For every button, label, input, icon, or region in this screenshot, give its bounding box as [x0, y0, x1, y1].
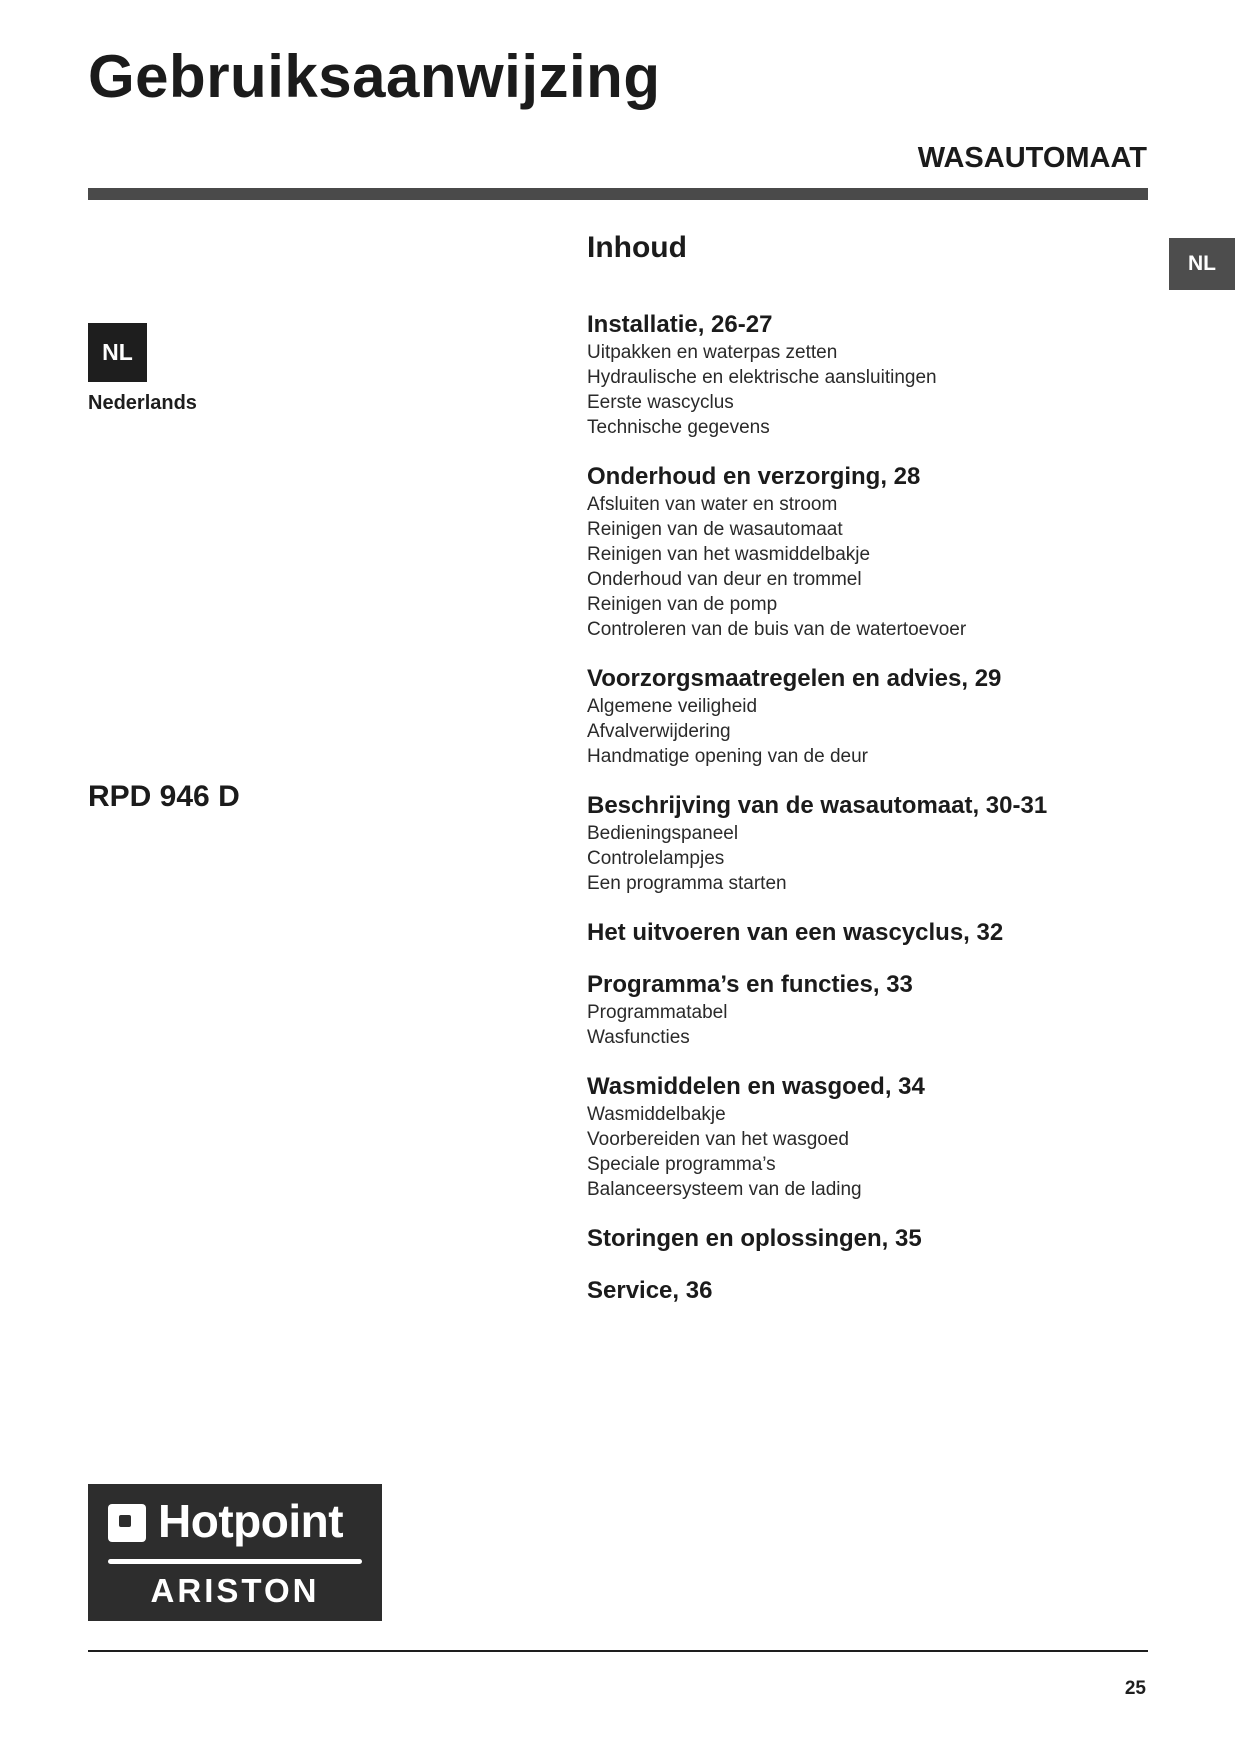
- toc-item: Onderhoud van deur en trommel: [587, 569, 862, 590]
- toc-item: Handmatige opening van de deur: [587, 746, 868, 767]
- toc-item: Bedieningspaneel: [587, 823, 739, 844]
- toc-item: Afvalverwijdering: [587, 721, 731, 742]
- toc-section-title: Installatie, 26-27: [587, 311, 773, 338]
- toc-section: [587, 310, 1147, 440]
- language-badge: NL: [88, 323, 147, 382]
- toc-heading: Inhoud: [587, 231, 687, 264]
- toc-section: [587, 791, 1147, 896]
- header-divider: [88, 188, 1148, 200]
- toc-section-title: Voorzorgsmaatregelen en advies, 29: [587, 665, 1002, 692]
- toc-item-list: [587, 492, 1147, 642]
- toc-item: Wasfuncties: [587, 1027, 690, 1048]
- logo-mark-icon: [108, 1504, 146, 1542]
- toc-item-list: [587, 821, 1147, 896]
- footer-divider: [88, 1650, 1148, 1652]
- toc-item: Voorbereiden van het wasgoed: [587, 1129, 849, 1150]
- toc-section-title: Storingen en oplossingen, 35: [587, 1225, 922, 1252]
- toc-item: Reinigen van de pomp: [587, 594, 778, 615]
- toc-item: Wasmiddelbakje: [587, 1104, 726, 1125]
- language-name: Nederlands: [88, 392, 197, 414]
- toc-section-title: Het uitvoeren van een wascyclus, 32: [587, 919, 1004, 946]
- toc-item: Uitpakken en waterpas zetten: [587, 342, 838, 363]
- toc-item: Controleren van de buis van de watertoevoer: [587, 619, 967, 640]
- toc-item: Reinigen van de wasautomaat: [587, 519, 843, 540]
- toc-item: Eerste wascyclus: [587, 392, 734, 413]
- page-number: 25: [1124, 1678, 1146, 1699]
- toc-section: [587, 1224, 1147, 1254]
- toc-item-list: [587, 694, 1147, 769]
- toc-section-title: Programma’s en functies, 33: [587, 971, 913, 998]
- toc-item: Een programma starten: [587, 873, 787, 894]
- table-of-contents: [587, 310, 1147, 1328]
- toc-section-title: Wasmiddelen en wasgoed, 34: [587, 1073, 925, 1100]
- logo-divider: [108, 1559, 362, 1564]
- language-side-tab: NL: [1169, 238, 1235, 290]
- toc-item-list: [587, 1102, 1147, 1202]
- toc-item: Speciale programma’s: [587, 1154, 776, 1175]
- logo-sub-text: ARISTON: [150, 1572, 320, 1609]
- toc-item-list: [587, 340, 1147, 440]
- toc-section: [587, 664, 1147, 769]
- toc-section-title: Beschrijving van de wasautomaat, 30-31: [587, 792, 1048, 819]
- toc-item: Controlelampjes: [587, 848, 725, 869]
- toc-item: Balanceersysteem van de lading: [587, 1179, 862, 1200]
- toc-item: Reinigen van het wasmiddelbakje: [587, 544, 871, 565]
- product-type-label: WASAUTOMAAT: [917, 142, 1147, 174]
- toc-item: Technische gegevens: [587, 417, 770, 438]
- model-number: RPD 946 D: [88, 780, 240, 813]
- document-title: Gebruiksaanwijzing: [88, 43, 661, 110]
- toc-section: [587, 462, 1147, 642]
- brand-logo: [88, 1484, 382, 1621]
- toc-item: Programmatabel: [587, 1002, 728, 1023]
- toc-section-title: Service, 36: [587, 1277, 713, 1304]
- toc-item: Algemene veiligheid: [587, 696, 758, 717]
- toc-section-title: Onderhoud en verzorging, 28: [587, 463, 921, 490]
- toc-section: [587, 970, 1147, 1050]
- toc-section: [587, 1276, 1147, 1306]
- logo-brand-text: Hotpoint: [158, 1495, 344, 1547]
- toc-section: [587, 918, 1147, 948]
- toc-item: Hydraulische en elektrische aansluitingen: [587, 367, 937, 388]
- toc-section: [587, 1072, 1147, 1202]
- toc-item-list: [587, 1000, 1147, 1050]
- toc-item: Afsluiten van water en stroom: [587, 494, 838, 515]
